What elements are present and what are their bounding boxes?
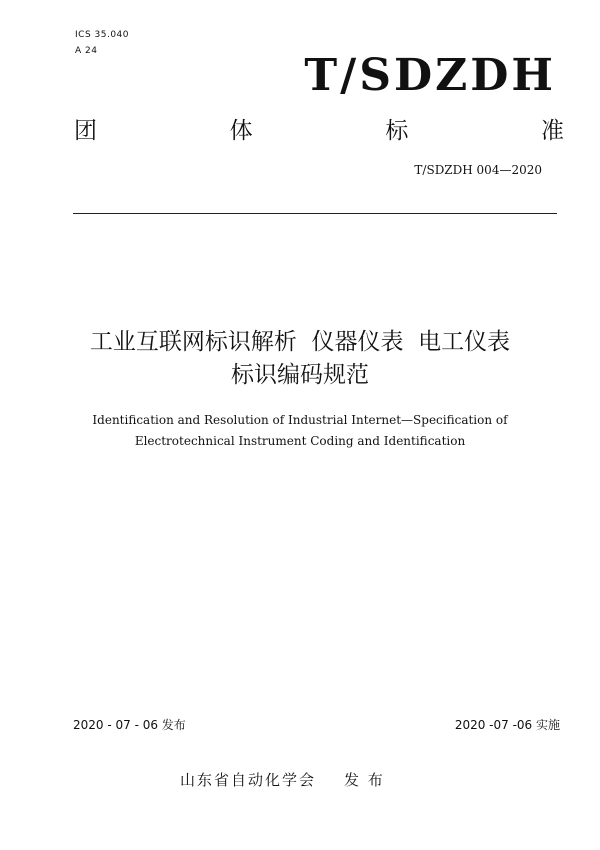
standard-type-char: 标: [385, 118, 409, 144]
standard-type-char: 团: [74, 118, 97, 144]
standard-type-char: 体: [229, 118, 253, 144]
ics-code: ICS 35.040: [75, 30, 130, 40]
chinese-title-line-2: 标识编码规范: [231, 362, 369, 388]
chinese-title-line-1: 工业互联网标识解析 仪器仪表 电工仪表: [89, 329, 511, 355]
publisher-name: 山东省自动化学会: [180, 771, 317, 789]
standard-number: T/SDZDH 004—2020: [414, 163, 542, 177]
standard-type: [74, 116, 564, 146]
publisher: [180, 769, 440, 791]
ccs-code: A 24: [75, 46, 98, 56]
standard-type-char: 准: [540, 118, 564, 144]
implementation-date: 2020 -07 -06 实施: [454, 718, 560, 732]
english-title-line-1: Identification and Resolution of Industrial Internet—Specification of: [92, 413, 508, 427]
standard-code: T/SDZDH: [304, 50, 556, 101]
publisher-action: 发 布: [344, 771, 385, 789]
english-title: [60, 410, 540, 452]
english-title-line-2: Electrotechnical Instrument Coding and Identification: [134, 434, 466, 448]
issue-date: 2020 - 07 - 06 发布: [73, 718, 186, 732]
header-divider: [73, 213, 557, 214]
chinese-title: [40, 326, 560, 392]
